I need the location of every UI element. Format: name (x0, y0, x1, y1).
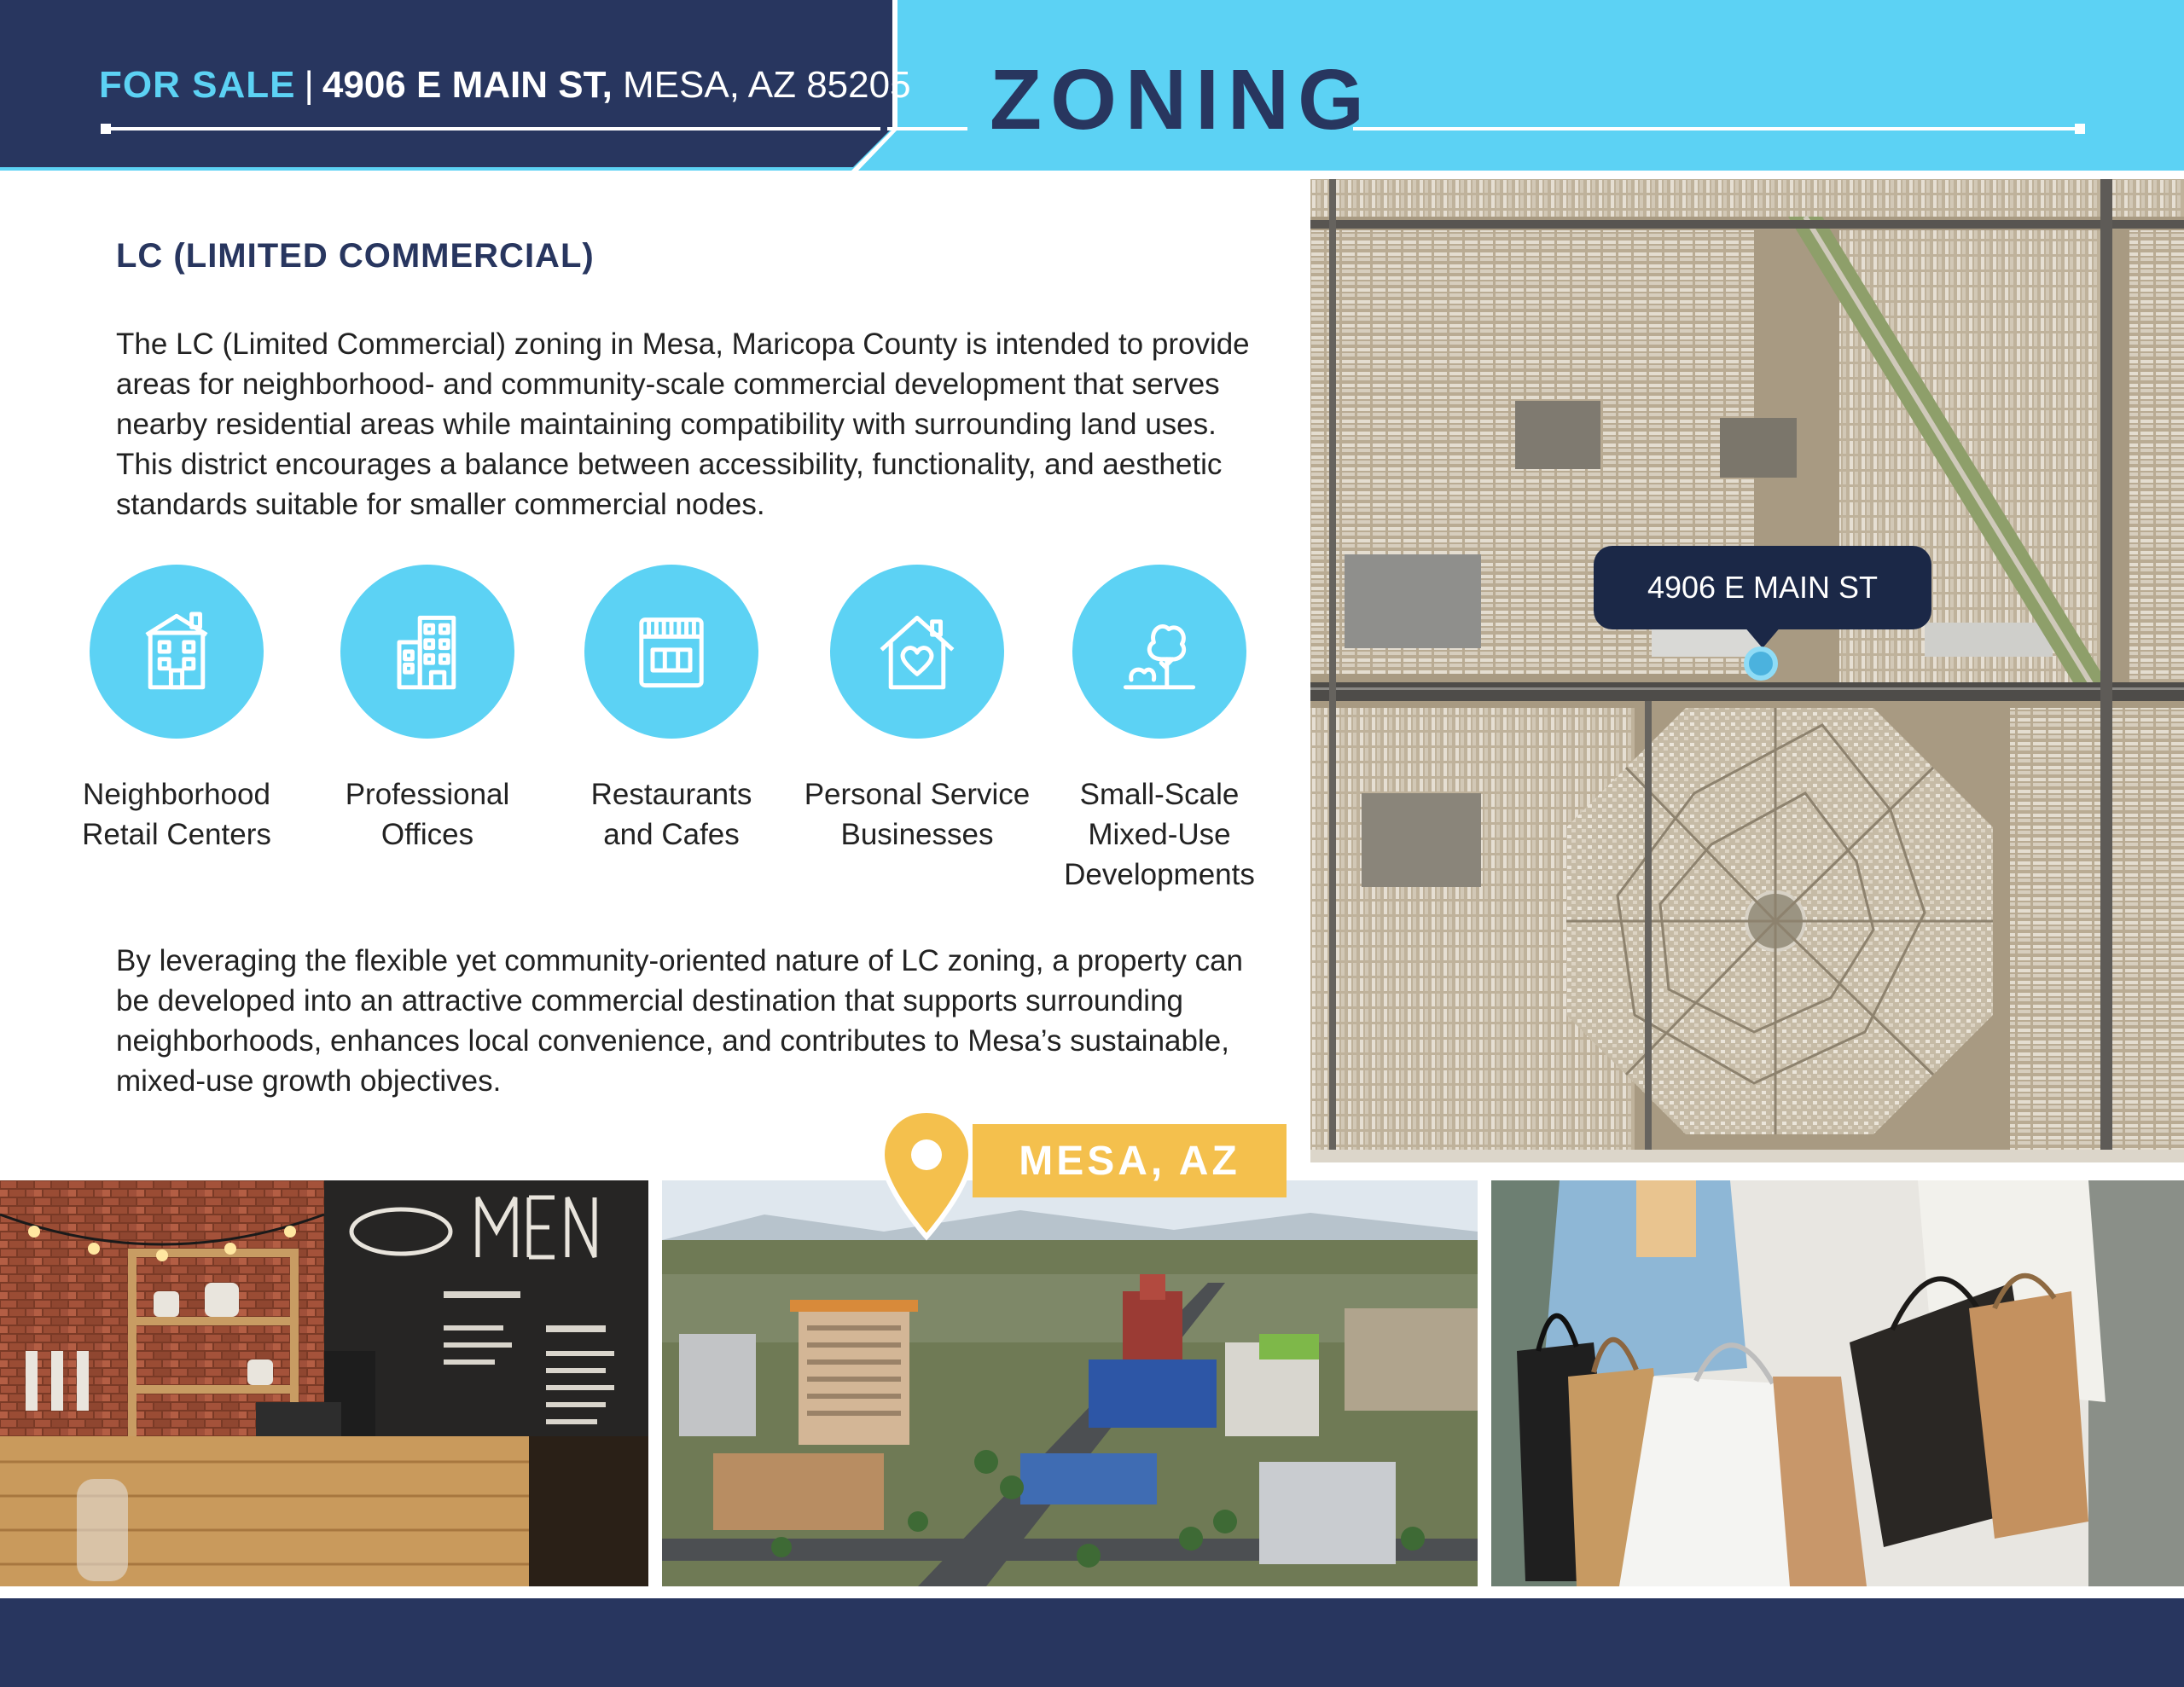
feature-mixed-use (1036, 565, 1283, 895)
office-tower-icon (340, 565, 514, 739)
feature-label-line: Developments (1064, 858, 1255, 891)
feature-label-line: and Cafes (603, 818, 740, 851)
intro-paragraph: The LC (Limited Commercial) zoning in Mesa, Maricopa County is intended to provide areas for neighborhood- and community-scale commercial development that serves nearby residential areas while maintaining compatibility with surrounding land uses. This district encourages a balance between accessibility, functionality, and aesthetic standards suitable for smaller commercial nodes. (116, 328, 1250, 521)
feature-label-line: Mixed-Use (1088, 818, 1231, 851)
callout-pointer (1744, 626, 1781, 648)
footer-bar (0, 1598, 2184, 1687)
map-address-callout: 4906 E MAIN ST (1594, 546, 1931, 629)
street-address: 4906 E MAIN ST, (322, 64, 613, 106)
feature-label-line: Personal Service (804, 778, 1031, 811)
location-label: MESA, AZ (973, 1124, 1287, 1197)
home-heart-icon (830, 565, 1004, 739)
section-heading: LC (LIMITED COMMERCIAL) (116, 237, 595, 275)
building-icon (90, 565, 264, 739)
tree-icon (1072, 565, 1246, 739)
location-pin-icon (879, 1105, 974, 1242)
feature-label-line: Small-Scale (1079, 778, 1240, 811)
feature-restaurants-cafes (548, 565, 795, 855)
feature-label-line: Offices (380, 818, 474, 851)
location-marker-icon (1744, 646, 1778, 681)
listing-address (99, 60, 911, 111)
header-separator: | (304, 64, 314, 106)
feature-label-line: Restaurants (590, 778, 752, 811)
closing-paragraph: By leveraging the flexible yet community-oriented nature of LC zoning, a property can be developed into an attractive commercial destination that supports surrounding neighborhoods, enhances local convenience, and contributes to Mesa’s sustainable, mixed-use growth objectives. (116, 944, 1243, 1098)
feature-personal-service (793, 565, 1041, 855)
shopping-bags-photo (1491, 1180, 2184, 1586)
feature-retail-centers (53, 565, 300, 855)
feature-label-line: Retail Centers (82, 818, 271, 851)
for-sale-label: FOR SALE (99, 64, 296, 106)
city-state-zip: MESA, AZ 85205 (623, 64, 911, 106)
feature-label-line: Neighborhood (83, 778, 270, 811)
feature-professional-offices (304, 565, 551, 855)
mesa-downtown-photo (662, 1180, 1478, 1586)
cafe-photo (0, 1180, 648, 1586)
storefront-icon (584, 565, 758, 739)
page-title: ZONING (990, 52, 1373, 148)
feature-label-line: Businesses (840, 818, 994, 851)
feature-label-line: Professional (345, 778, 510, 811)
